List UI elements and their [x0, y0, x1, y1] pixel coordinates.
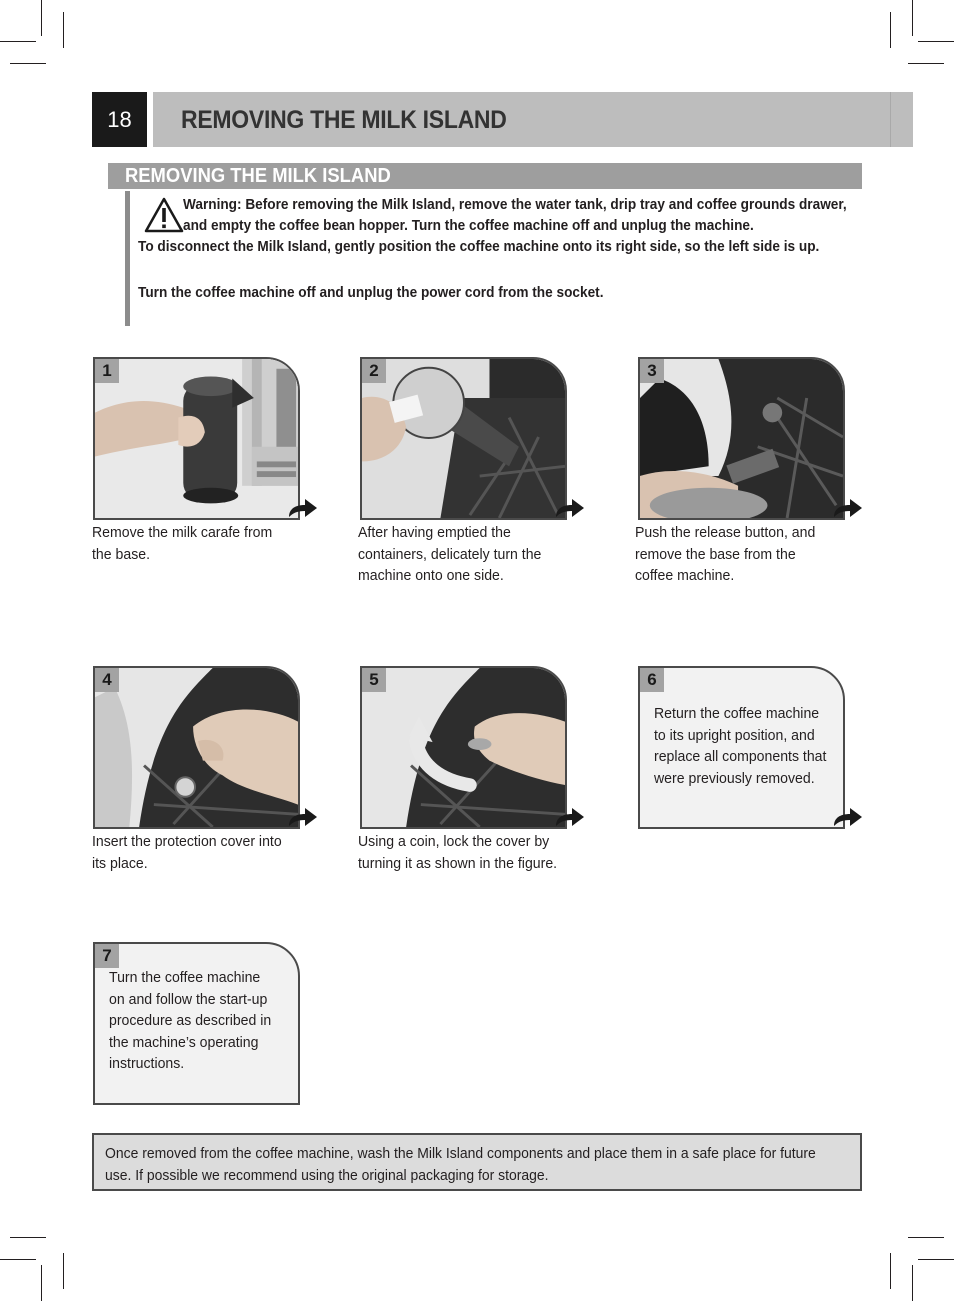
page-header	[153, 92, 913, 147]
step-2-illustration	[360, 357, 567, 520]
machine-turn-illustration	[362, 359, 565, 518]
release-base-illustration	[640, 359, 843, 518]
step-1-illustration	[93, 357, 300, 520]
next-step-arrow-icon	[832, 497, 864, 521]
crop-mark	[63, 12, 64, 48]
warning-instruction: To disconnect the Milk Island, gently position the coffee machine onto its right side, so the left side is up.	[138, 239, 820, 255]
next-step-arrow-icon	[554, 497, 586, 521]
crop-mark	[912, 1265, 913, 1301]
page-title: REMOVING THE MILK ISLAND	[181, 106, 507, 134]
crop-mark	[63, 1253, 64, 1289]
step-caption: Insert the protection cover into its place.	[92, 833, 282, 872]
step-caption: Remove the milk carafe from the base.	[92, 524, 273, 563]
step-6-panel	[638, 666, 845, 829]
lock-cover-illustration	[362, 668, 565, 827]
step-3-illustration	[638, 357, 845, 520]
step-number: 4	[95, 668, 119, 692]
step-caption: Turn the coffee machine on and follow the start-up procedure as described in the machine’s operating instructions.	[109, 969, 272, 1072]
next-step-arrow-icon	[287, 806, 319, 830]
section-title: REMOVING THE MILK ISLAND	[125, 165, 391, 187]
warning-instruction: Turn the coffee machine off and unplug the power cord from the socket.	[138, 285, 604, 301]
note-text: Once removed from the coffee machine, wash the Milk Island components and place them in a safe place for future use. If possible we recommend using the original packaging for storage.	[105, 1145, 816, 1184]
step-caption: After having emptied the containers, delicately turn the machine onto one side.	[358, 524, 542, 584]
step-number: 7	[95, 944, 119, 968]
step-caption: Return the coffee machine to its upright position, and replace all components that were previously removed.	[654, 705, 827, 787]
next-step-arrow-icon	[554, 806, 586, 830]
crop-mark	[912, 0, 913, 36]
carafe-illustration	[95, 359, 298, 518]
crop-mark	[10, 1237, 46, 1238]
step-number: 5	[362, 668, 386, 692]
step-4-illustration	[93, 666, 300, 829]
crop-mark	[890, 12, 891, 48]
crop-mark	[918, 1259, 954, 1260]
step-5-illustration	[360, 666, 567, 829]
protection-cover-illustration	[95, 668, 298, 827]
step-number: 2	[362, 359, 386, 383]
crop-mark	[890, 1253, 891, 1289]
crop-mark	[908, 63, 944, 64]
crop-mark	[908, 1237, 944, 1238]
step-caption: Push the release button, and remove the base from the coffee machine.	[635, 524, 816, 584]
warning-text: Warning: Before removing the Milk Island, remove the water tank, drip tray and coffee grounds drawer, and empty the coffee bean hopper. Turn the coffee machine off and unplug the machine.	[183, 197, 847, 234]
warning-block	[125, 191, 862, 326]
page-number: 18	[92, 92, 147, 147]
step-number: 1	[95, 359, 119, 383]
crop-mark	[10, 63, 46, 64]
storage-note	[92, 1133, 862, 1191]
step-7-panel	[93, 942, 300, 1105]
next-step-arrow-icon	[287, 497, 319, 521]
crop-mark	[41, 1265, 42, 1301]
step-number: 6	[640, 668, 664, 692]
step-number: 3	[640, 359, 664, 383]
crop-mark	[41, 0, 42, 36]
crop-mark	[0, 41, 36, 42]
step-caption: Using a coin, lock the cover by turning it as shown in the figure.	[358, 833, 558, 872]
crop-mark	[0, 1259, 36, 1260]
next-step-arrow-icon	[832, 806, 864, 830]
warning-triangle-icon	[144, 197, 184, 233]
crop-mark	[918, 41, 954, 42]
section-header	[108, 163, 862, 189]
header-divider	[890, 92, 891, 147]
